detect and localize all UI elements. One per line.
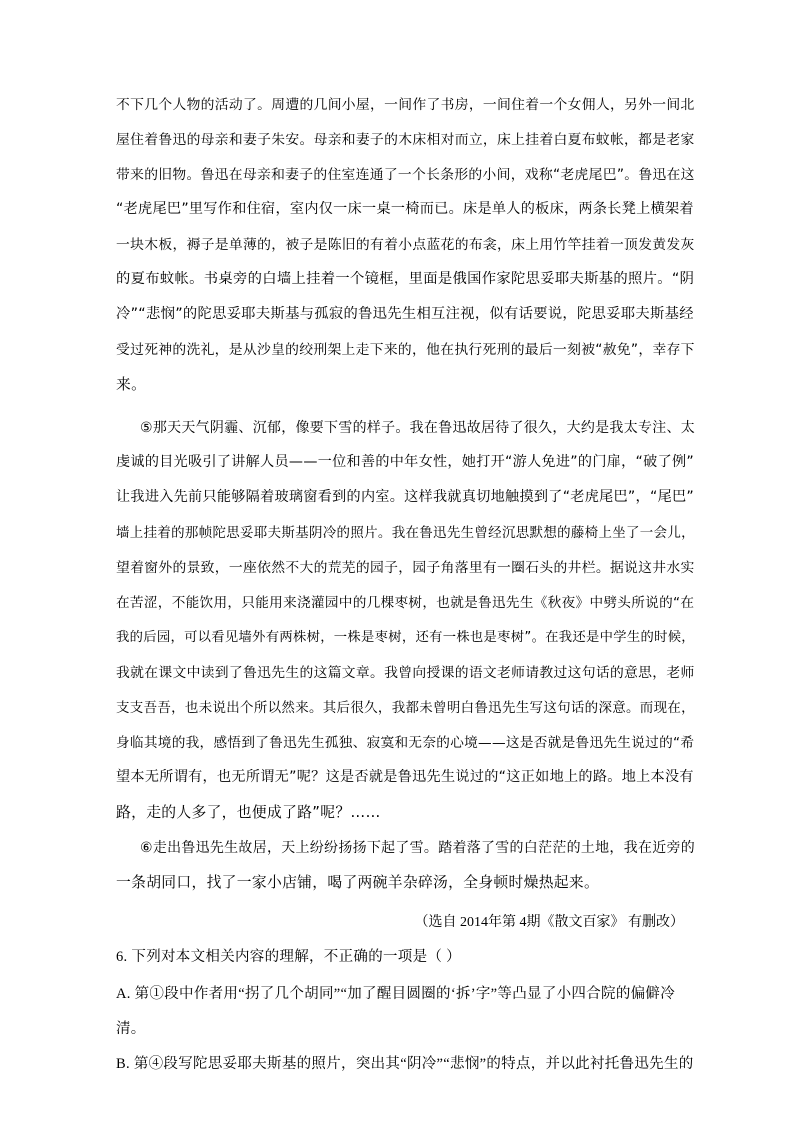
paragraph-6-start: ⑥走出鲁迅先生故居，天上纷纷扬扬下起了雪。踏着落了雪的白茫茫的土地，我在近旁的	[140, 840, 696, 856]
paragraph-line: 我的后园，可以看见墙外有两株树，一株是枣树，还有一株也是枣树”。在我还是中学生的时候，	[116, 630, 695, 645]
paragraph-line: 身临其境的我，感悟到了鲁迅先生孤独、寂寞和无奈的心境——这是否就是鲁迅先生说过的“希	[116, 735, 695, 751]
paragraph-line: 墙上挂着的那帧陀思妥耶夫斯基阴冷的照片。我在鲁迅先生曾经沉思默想的藤椅上坐了一会儿，	[116, 525, 695, 541]
paragraph-line: 受过死神的洗礼，是从沙皇的绞刑架上走下来的，他在执行死刑的最后一刻被“赦免”，幸存下	[116, 342, 695, 358]
option-b: B. 第④段写陀思妥耶夫斯基的照片，突出其“阴冷”“悲悯”的特点，并以此衬托鲁迅先生的	[116, 1056, 694, 1072]
paragraph-line: 带来的旧物。鲁迅在母亲和妻子的住室连通了一个长条形的小间，戏称“老虎尾巴”。鲁迅在这	[116, 167, 695, 183]
paragraph-line: 的夏布蚊帐。书桌旁的白墙上挂着一个镜框，里面是俄国作家陀思妥耶夫斯基的照片。“阴	[116, 271, 695, 287]
paragraph-5-start: ⑤那天天气阴霾、沉郁，像要下雪的样子。我在鲁迅故居待了很久，大约是我太专注、太	[140, 420, 696, 436]
paragraph-line: 在苦涩，不能饮用，只能用来浇灌园中的几棵枣树，也就是鲁迅先生《秋夜》中劈头所说的“在	[116, 595, 695, 611]
paragraph-line: 让我进入先前只能够隔着玻璃窗看到的内室。这样我就真切地触摸到了“老虎尾巴”，“尾巴”	[116, 489, 694, 505]
paragraph-line: 望着窗外的景致，一座依然不大的荒芜的园子，园子角落里有一圈石头的井栏。据说这井水实	[116, 560, 695, 576]
paragraph-line: 望本无所谓有，也无所谓无”呢？这是否就是鲁迅先生说过的“这正如地上的路。地上本没有	[116, 769, 694, 785]
paragraph-line: 一块木板，褥子是单薄的，被子是陈旧的有着小点蓝花的布衾，床上用竹竿挂着一顶发黄发灰	[116, 237, 695, 253]
paragraph-line: 路，走的人多了，也便成了路”呢？……	[116, 804, 381, 821]
option-a-continued: 清。	[116, 1021, 146, 1037]
paragraph-line: 支支吾吾，也未说出个所以然来。其后很久，我都未曾明白鲁迅先生写这句话的深意。而现在，	[116, 700, 695, 716]
paragraph-line: “老虎尾巴”里写作和住宿，室内仅一床一桌一椅而已。床是单人的板床，两条长凳上横架着	[116, 201, 694, 217]
paragraph-line: 来。	[116, 376, 147, 393]
paragraph-line: 不下几个人物的活动了。周遭的几间小屋，一间作了书房，一间住着一个女佣人，另外一间北	[116, 97, 695, 113]
paragraph-line: 一条胡同口，找了一家小店铺，喝了两碗羊杂碎汤，全身顿时燥热起来。	[116, 874, 600, 891]
paragraph-line: 虔诚的目光吸引了讲解人员——一位和善的中年女性，她打开“游人免进”的门扉，“破了例”	[116, 454, 694, 470]
question-stem: 6. 下列对本文相关内容的理解，不正确的一项是（ ）	[116, 949, 461, 965]
paragraph-line: 我就在课文中读到了鲁迅先生的这篇文章。我曾向授课的语文老师请教过这句话的意思，老师	[116, 665, 695, 681]
option-a: A. 第①段中作者用“拐了几个胡同”“加了醒目圆圈的‘拆’字”等凸显了小四合院的偏僻冷	[116, 986, 676, 1002]
paragraph-line: 屋住着鲁迅的母亲和妻子朱安。母亲和妻子的木床相对而立，床上挂着白夏布蚊帐，都是老家	[116, 132, 695, 148]
source-citation: （选自 2014年第 4期《散文百家》 有删改）	[414, 915, 684, 930]
paragraph-line: 冷”“悲悯”的陀思妥耶夫斯基与孤寂的鲁迅先生相互注视，似有话要说，陀思妥耶夫斯基经	[116, 306, 694, 322]
